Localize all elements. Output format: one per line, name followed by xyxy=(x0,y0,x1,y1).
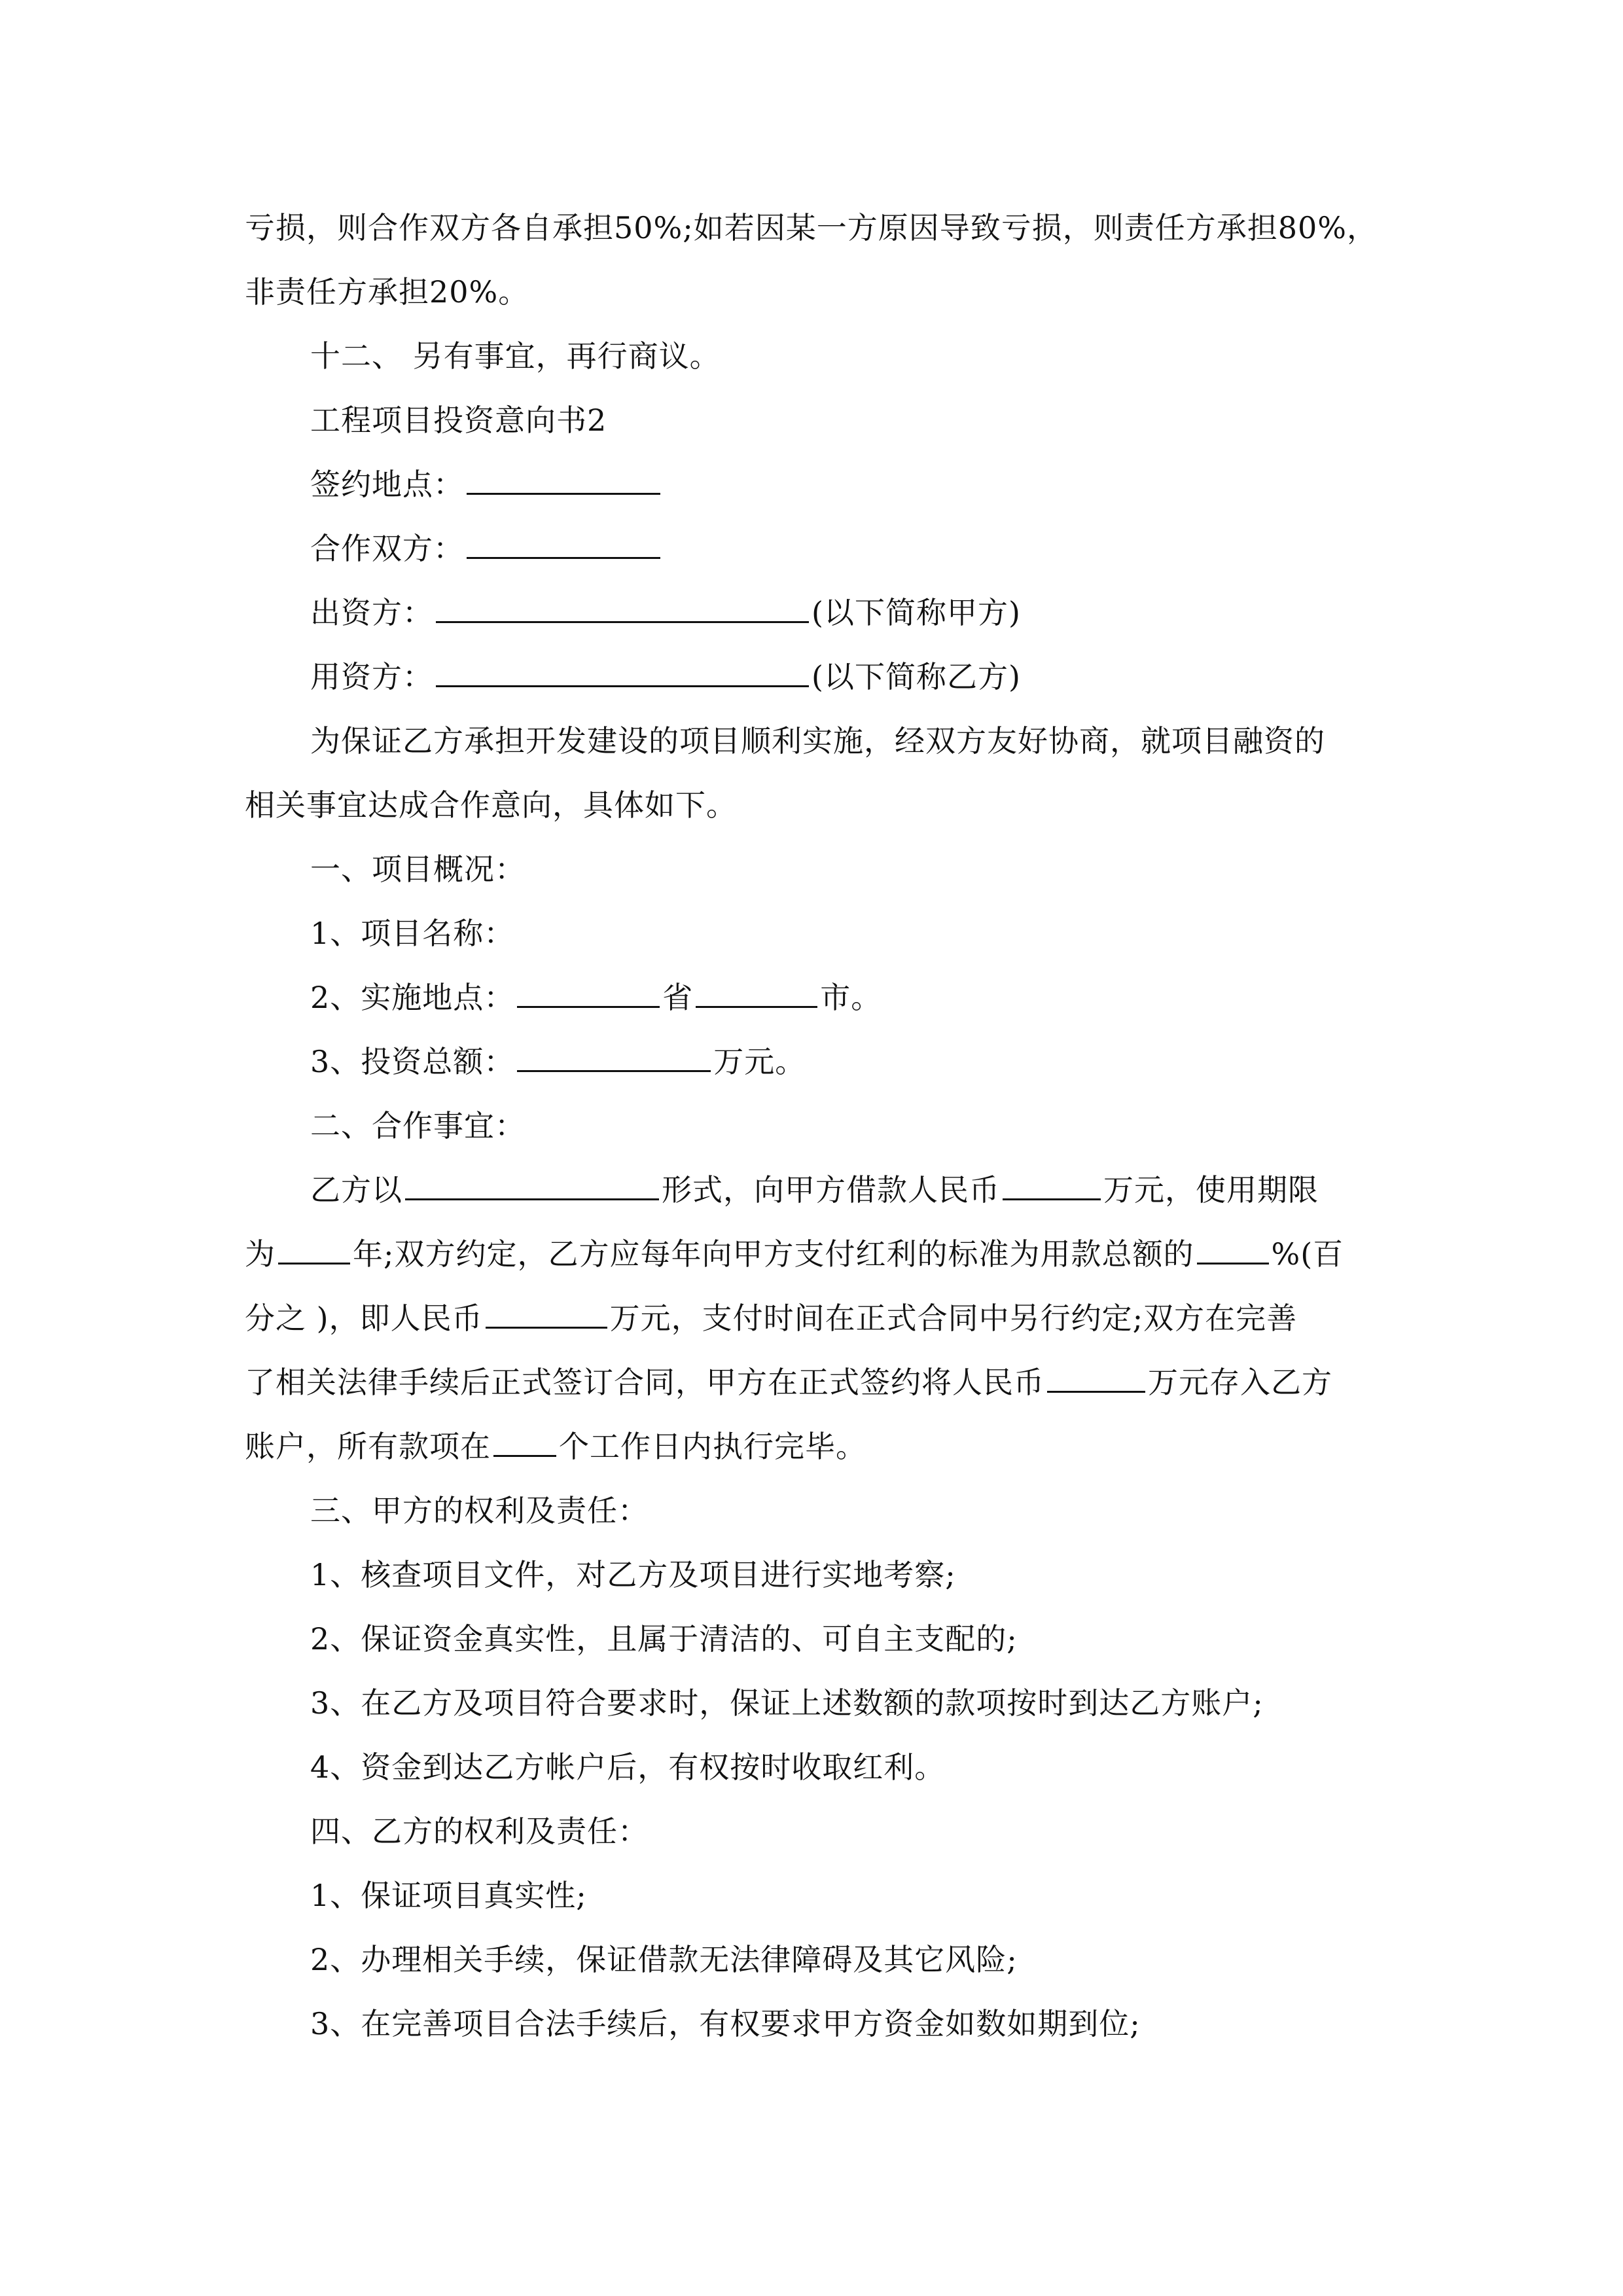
list-item: 2、办理相关手续，保证借款无法律障碍及其它风险; xyxy=(310,1942,1018,1977)
parties-label: 合作双方： xyxy=(310,531,464,566)
cooperation-line-3 xyxy=(245,1299,1297,1338)
cooperation-line-1 xyxy=(310,1170,1319,1210)
text-span: 乙方以 xyxy=(310,1172,402,1208)
text-line: 亏损，则合作双方各自承担50%;如若因某一方原因导致亏损，则责任方承担80%， xyxy=(245,210,1378,245)
list-item: 4、资金到达乙方帐户后，有权按时收取红利。 xyxy=(310,1749,946,1785)
section-4-title: 四、乙方的权利及责任： xyxy=(310,1814,649,1849)
parties-blank[interactable] xyxy=(467,531,660,559)
sign-location-row xyxy=(310,465,663,504)
investor-blank[interactable] xyxy=(436,595,809,623)
city-label: 市。 xyxy=(820,980,882,1015)
text-span: 形式，向甲方借款人民币 xyxy=(662,1172,1000,1208)
text-span: 万元，使用期限 xyxy=(1103,1172,1319,1208)
text-span: 账户，所有款项在 xyxy=(245,1429,491,1464)
intro-line-1: 为保证乙方承担开发建设的项目顺利实施，经双方友好协商，就项目融资的 xyxy=(310,723,1325,759)
list-item: 2、保证资金真实性，且属于清洁的、可自主支配的; xyxy=(310,1621,1018,1657)
cooperation-line-2 xyxy=(245,1234,1344,1274)
text-span: 了相关法律手续后正式签订合同，甲方在正式签约将人民币 xyxy=(245,1365,1044,1400)
list-item: 3、在完善项目合法手续后，有权要求甲方资金如数如期到位; xyxy=(310,2006,1141,2041)
term-years-blank[interactable] xyxy=(278,1236,350,1265)
form-blank[interactable] xyxy=(405,1172,659,1200)
working-days-blank[interactable] xyxy=(493,1429,556,1457)
province-blank[interactable] xyxy=(517,980,660,1008)
dividend-amount-blank[interactable] xyxy=(486,1300,607,1329)
deposit-amount-blank[interactable] xyxy=(1047,1365,1145,1393)
city-blank[interactable] xyxy=(696,980,817,1008)
cooperation-line-4 xyxy=(245,1363,1332,1402)
project-name-row: 1、项目名称： xyxy=(310,916,515,951)
investor-note: (以下简称甲方) xyxy=(812,595,1021,630)
user-row xyxy=(310,657,1021,696)
investment-total-label: 3、投资总额： xyxy=(310,1044,515,1079)
text-span: 为 xyxy=(245,1236,276,1272)
section-3-title: 三、甲方的权利及责任： xyxy=(310,1493,649,1528)
investment-total-blank[interactable] xyxy=(517,1044,711,1072)
list-item: 3、在乙方及项目符合要求时，保证上述数额的款项按时到达乙方账户; xyxy=(310,1685,1264,1721)
clause-twelve: 十二、 另有事宜，再行商议。 xyxy=(310,338,721,374)
text-span: 万元存入乙方 xyxy=(1148,1365,1332,1400)
parties-row xyxy=(310,529,663,568)
sign-location-label: 签约地点： xyxy=(310,467,464,502)
dividend-rate-blank[interactable] xyxy=(1197,1236,1269,1265)
sign-location-blank[interactable] xyxy=(467,467,660,495)
text-line: 非责任方承担20%。 xyxy=(245,274,529,310)
list-item: 1、保证项目真实性; xyxy=(310,1878,587,1913)
cooperation-line-5 xyxy=(245,1427,866,1466)
intro-line-2: 相关事宜达成合作意向，具体如下。 xyxy=(245,787,737,823)
loan-amount-blank[interactable] xyxy=(1003,1172,1101,1200)
text-span: %(百 xyxy=(1271,1236,1344,1272)
list-item: 1、核查项目文件，对乙方及项目进行实地考察; xyxy=(310,1557,956,1592)
text-span: 个工作日内执行完毕。 xyxy=(559,1429,866,1464)
location-row xyxy=(310,978,882,1017)
investment-total-unit: 万元。 xyxy=(713,1044,806,1079)
text-span: 分之 )，即人民币 xyxy=(245,1300,483,1336)
text-span: 年;双方约定，乙方应每年向甲方支付红利的标准为用款总额的 xyxy=(353,1236,1194,1272)
investment-total-row xyxy=(310,1042,806,1081)
section-2-title: 二、合作事宜： xyxy=(310,1108,526,1143)
user-label: 用资方： xyxy=(310,659,433,694)
investor-row xyxy=(310,593,1021,632)
investor-label: 出资方： xyxy=(310,595,433,630)
text-span: 万元，支付时间在正式合同中另行约定;双方在完善 xyxy=(609,1300,1298,1336)
location-label: 2、实施地点： xyxy=(310,980,515,1015)
user-note: (以下简称乙方) xyxy=(812,659,1021,694)
user-blank[interactable] xyxy=(436,659,809,687)
document-title: 工程项目投资意向书2 xyxy=(310,403,607,438)
section-1-title: 一、项目概况： xyxy=(310,852,526,887)
province-label: 省 xyxy=(662,980,694,1015)
